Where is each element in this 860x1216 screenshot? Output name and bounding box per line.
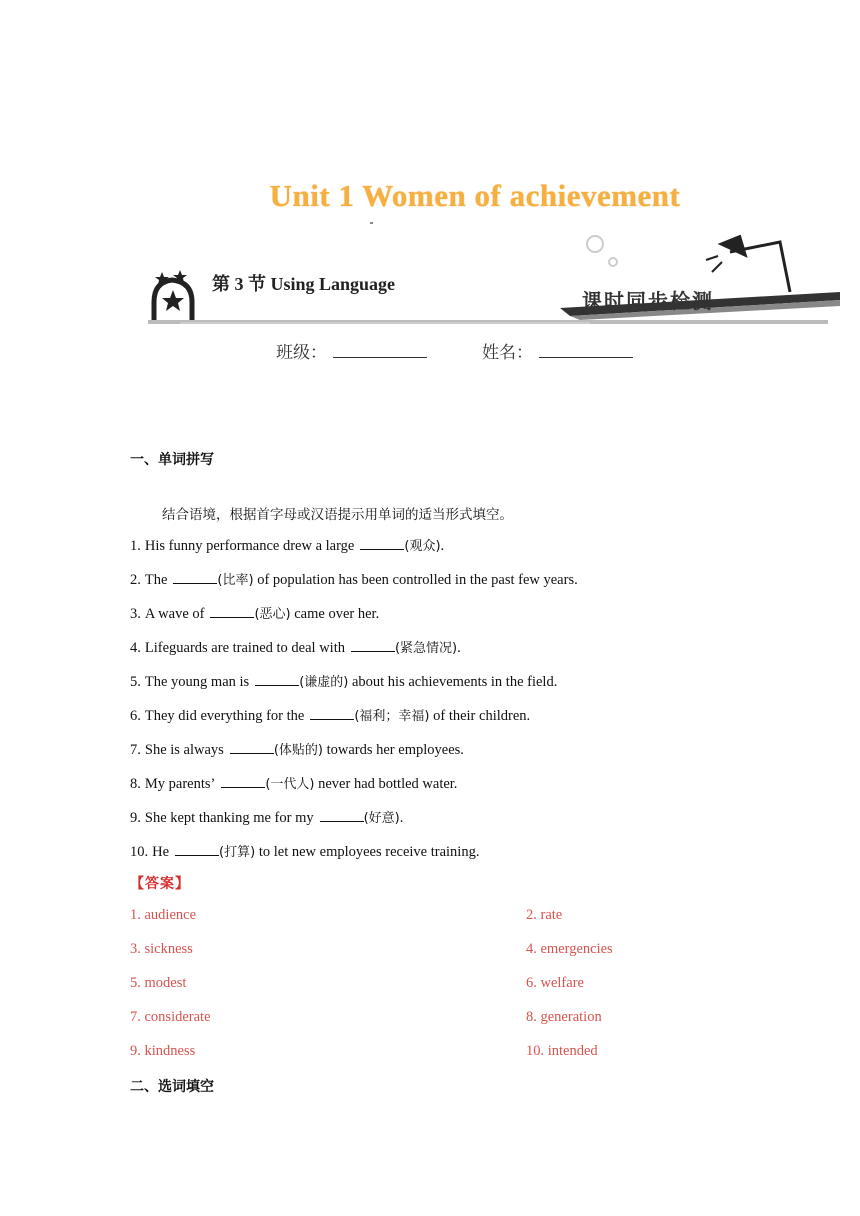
question-item bbox=[130, 671, 578, 705]
question-text-after: . bbox=[399, 810, 404, 826]
question-text-after: . bbox=[457, 640, 461, 656]
question-hint: (恶心) bbox=[254, 607, 291, 622]
name-blank[interactable] bbox=[539, 343, 633, 358]
answer-label: 【答案】 bbox=[130, 876, 190, 892]
question-text-before: His funny performance drew a large bbox=[144, 538, 355, 554]
question-item bbox=[130, 705, 578, 739]
question-text-after: . bbox=[440, 538, 445, 554]
question-text-before: He bbox=[152, 844, 170, 860]
question-list bbox=[130, 535, 578, 875]
question-hint: (打算) bbox=[219, 845, 256, 860]
question-number: 6. bbox=[130, 708, 141, 724]
answer-item: 7. considerate bbox=[130, 1009, 211, 1025]
question-number: 10. bbox=[130, 844, 149, 860]
question-text-after: came over her. bbox=[290, 606, 380, 622]
answer-blank[interactable] bbox=[230, 739, 274, 754]
check-label: 课时同步检测 bbox=[582, 289, 714, 313]
question-hint: (比率) bbox=[217, 573, 254, 588]
question-hint: (一代人) bbox=[265, 777, 315, 792]
question-text-before: Lifeguards are trained to deal with bbox=[144, 640, 345, 656]
question-number: 5. bbox=[130, 674, 141, 690]
question-text-before: They did everything for the bbox=[144, 708, 305, 724]
question-text-before: She is always bbox=[144, 742, 224, 758]
question-hint: (体贴的) bbox=[273, 743, 323, 758]
answer-item: 5. modest bbox=[130, 975, 187, 991]
answer-blank[interactable] bbox=[175, 841, 219, 856]
answer-blank[interactable] bbox=[255, 671, 299, 686]
answer-blank[interactable] bbox=[210, 603, 254, 618]
class-field[interactable] bbox=[276, 338, 427, 363]
question-hint: (谦虚的) bbox=[299, 675, 349, 690]
answer-item: 1. audience bbox=[130, 907, 197, 923]
question-hint: (紧急情况) bbox=[394, 641, 458, 656]
unit-title: Unit 1 Women of achievement bbox=[269, 178, 681, 213]
answer-blank[interactable] bbox=[221, 773, 265, 788]
answer-item: 3. sickness bbox=[130, 941, 193, 957]
answer-grid bbox=[130, 905, 690, 1061]
class-blank[interactable] bbox=[333, 343, 427, 358]
question-text-after: towards her employees. bbox=[322, 742, 464, 758]
desk-lamp-icon bbox=[587, 236, 790, 292]
answer-item: 2. rate bbox=[526, 907, 563, 923]
question-text-before: The young man is bbox=[144, 674, 250, 690]
question-text-after: about his achievements in the field. bbox=[348, 674, 558, 690]
answer-item: 4. emergencies bbox=[526, 941, 613, 957]
section2-heading: 二、选词填空 bbox=[130, 1079, 214, 1095]
answer-blank[interactable] bbox=[360, 535, 404, 550]
question-item bbox=[130, 603, 578, 637]
answer-blank[interactable] bbox=[173, 569, 217, 584]
question-item bbox=[130, 569, 578, 603]
question-number: 2. bbox=[130, 572, 141, 588]
question-item bbox=[130, 807, 578, 841]
answer-blank[interactable] bbox=[351, 637, 395, 652]
decorative-dot bbox=[370, 222, 373, 224]
question-text-after: to let new employees receive training. bbox=[255, 844, 480, 860]
question-hint: (观众) bbox=[404, 539, 441, 554]
question-text-before: My parents’ bbox=[144, 776, 216, 792]
question-number: 7. bbox=[130, 742, 141, 758]
answer-item: 10. intended bbox=[526, 1043, 598, 1059]
question-text-before: A wave of bbox=[144, 606, 205, 622]
instruction: 结合语境，根据首字母或汉语提示用单词的适当形式填空。 bbox=[162, 507, 513, 523]
answer-blank[interactable] bbox=[320, 807, 364, 822]
answer-item: 8. generation bbox=[526, 1009, 602, 1025]
class-label: 班级： bbox=[276, 343, 327, 363]
question-text-after: never had bottled water. bbox=[314, 776, 458, 792]
name-label: 姓名： bbox=[482, 343, 533, 363]
question-number: 9. bbox=[130, 810, 141, 826]
question-text-before: She kept thanking me for my bbox=[144, 810, 314, 826]
question-hint: (福利；幸福) bbox=[354, 709, 430, 724]
question-text-before: The bbox=[144, 572, 168, 588]
question-item bbox=[130, 739, 578, 773]
section1-heading: 一、单词拼写 bbox=[130, 452, 214, 468]
question-text-after: of population has been controlled in the past few years. bbox=[253, 572, 578, 588]
question-item bbox=[130, 637, 578, 671]
question-number: 1. bbox=[130, 538, 141, 554]
answer-item: 6. welfare bbox=[526, 975, 584, 991]
question-hint: (好意) bbox=[363, 811, 400, 826]
question-number: 8. bbox=[130, 776, 141, 792]
question-item bbox=[130, 773, 578, 807]
question-item bbox=[130, 535, 578, 569]
name-field[interactable] bbox=[482, 338, 633, 363]
star-badge-icon bbox=[154, 270, 192, 320]
question-number: 3. bbox=[130, 606, 141, 622]
section-label: 第 3 节 Using Language bbox=[212, 274, 396, 294]
question-text-after: of their children. bbox=[429, 708, 531, 724]
answer-blank[interactable] bbox=[310, 705, 354, 720]
answer-item: 9. kindness bbox=[130, 1043, 196, 1059]
question-item bbox=[130, 841, 578, 875]
question-number: 4. bbox=[130, 640, 141, 656]
